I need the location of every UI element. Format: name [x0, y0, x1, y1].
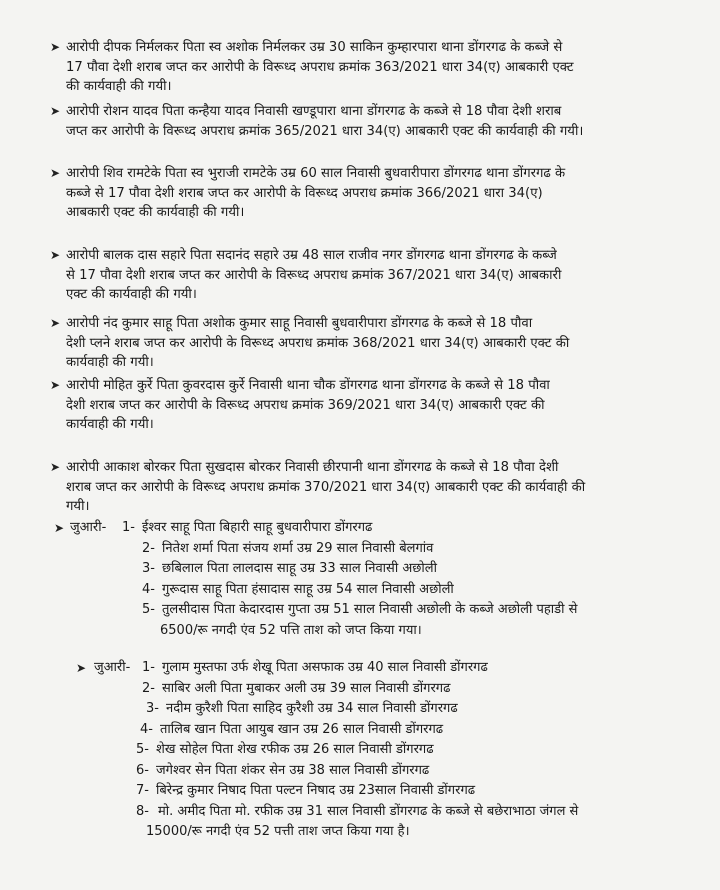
gambler-entry [70, 600, 690, 621]
entry-number: 2- [142, 680, 155, 696]
accused-item-4 [50, 246, 672, 305]
entry-number: 7- [136, 783, 149, 798]
item-line: देशी प्लने शराब जप्त कर आरोपी के विरूध्द अपराध क्रमांक 368/2021 धारा 34(ए) आबकारी एक्ट की [66, 335, 570, 351]
arrow-bullet-icon: ➤ [50, 166, 61, 180]
gambler-entry [70, 559, 690, 580]
item-line: 17 पौवा देशी शराब जप्त कर आरोपी के विरूध्द अपराध क्रमांक 363/2021 धारा 34(ए) आबकारी एक्ट [66, 59, 574, 75]
entry-number: 4- [142, 581, 155, 597]
arrow-bullet-icon: ➤ [50, 378, 61, 392]
gambler-entry [70, 518, 690, 539]
entry-text: नितेश शर्मा पिता संजय शर्मा उम्र 29 साल निवासी बेलगांव [162, 540, 434, 556]
arrow-bullet-icon: ➤ [50, 460, 61, 474]
item-line: आबकारी एक्ट की कार्यवाही की गयी। [66, 205, 245, 220]
arrow-bullet-icon: ➤ [76, 661, 87, 675]
entry-number: 8- [136, 803, 149, 819]
gambler-entry [94, 679, 714, 700]
entry-number: 2- [142, 540, 155, 556]
entry-text: नदीम कुरैशी पिता साहिद कुरैशी उम्र 34 साल निवासी डोंगरगढ [166, 701, 458, 716]
entry-number: 4- [140, 721, 153, 737]
accused-item-2 [50, 102, 672, 141]
item-line: आरोपी रोशन यादव पिता कन्हैया यादव निवासी खण्डूपारा थाना डोंगरगढ के कब्जे से 18 पौवा देशी शराब [66, 104, 562, 119]
entry-number: 1- [142, 660, 155, 675]
item-line: आरोपी आकाश बोरकर पिता सुखदास बोरकर निवासी छीरपानी थाना डोंगरगढ के कब्जे से 18 पौवा देशी [66, 460, 559, 475]
item-line: आरोपी शिव रामटेके पिता स्व भुराजी रामटेके उम्र 60 साल निवासी बुधवारीपारा डोंगरगढ थाना डोंगरगढ के [66, 166, 566, 181]
entry-text: मो. अमीद पिता मो. रफीक उम्र 31 साल निवासी डोंगरगढ के कब्जे से बछेराभाठा जंगल से [158, 803, 579, 819]
gambler-entry-continued [94, 822, 714, 843]
item-line: कार्यवाही की गयी। [66, 417, 154, 432]
item-line: देशी शराब जप्त कर आरोपी के विरूध्द अपराध क्रमांक 369/2021 धारा 34(ए) आबकारी एक्ट की [66, 397, 545, 413]
arrow-bullet-icon: ➤ [50, 40, 61, 54]
item-line: आरोपी बालक दास सहारे पिता सदानंद सहारे उम्र 48 साल राजीव नगर डोंगरगढ थाना डोंगरगढ के कब्जे [66, 248, 557, 263]
entry-text: बिरेन्द्र कुमार निषाद पिता पल्टन निषाद उम्र 23साल निवासी डोंगरगढ [156, 783, 476, 798]
entry-text: साबिर अली पिता मुबाकर अली उम्र 39 साल निवासी डोंगरगढ [162, 680, 451, 696]
entry-number: 5- [142, 602, 155, 617]
entry-text: जगेश्वर सेन पिता शंकर सेन उम्र 38 साल निवासी डोंगरगढ [156, 762, 430, 778]
accused-item-5 [50, 314, 672, 373]
entry-number: 5- [136, 742, 149, 757]
gamblers-group-2 [76, 658, 714, 843]
item-line: आरोपी मोहित कुर्रे पिता कुवरदास कुर्रे निवासी थाना चौक डोंगरगढ थाना डोंगरगढ के कब्जे से 18 पौवा [66, 378, 550, 393]
gambler-entry [94, 720, 714, 741]
gambler-entry [94, 740, 714, 761]
item-line: कार्यवाही की गयी। [66, 355, 154, 370]
accused-item-1 [50, 38, 672, 97]
entry-text: ईश्वर साहू पिता बिहारी साहू बुधवारीपारा डोंगरगढ [142, 520, 373, 535]
entry-text: छबिलाल पिता लालदास साहू उम्र 33 साल निवासी अछोली [162, 561, 437, 576]
item-line: आरोपी नंद कुमार साहू पिता अशोक कुमार साहू निवासी बुधवारीपारा डोंगरगढ के कब्जे से 18 पौवा [66, 316, 533, 331]
item-line: गयी। [66, 499, 90, 514]
item-line: जप्त कर आरोपी के विरूध्द अपराध क्रमांक 365/2021 धारा 34(ए) आबकारी एक्ट की कार्यवाही की गयी। [66, 123, 584, 139]
arrow-bullet-icon: ➤ [54, 521, 65, 535]
item-line: कब्जे से 17 पौवा देशी शराब जप्त कर आरोपी के विरूध्द अपराध क्रमांक 366/2021 धारा 34(ए) [66, 185, 543, 201]
accused-item-7 [50, 458, 672, 517]
item-line: आरोपी दीपक निर्मलकर पिता स्व अशोक निर्मलकर उम्र 30 साकिन कुम्हारपारा थाना डोंगरगढ के कब्जे से [66, 40, 563, 55]
entry-text: तुलसीदास पिता केदारदास गुप्ता उम्र 51 साल निवासी अछोली के कब्जे अछोली पहाडी से [162, 602, 578, 617]
gambler-entry [94, 658, 714, 679]
gambler-entry [70, 580, 690, 601]
gambler-entry [94, 781, 714, 802]
entry-number: 3- [146, 701, 159, 716]
juari-label: जुआरी- [94, 660, 131, 675]
entry-text: शेख सोहेल पिता शेख रफीक उम्र 26 साल निवासी डोंगरगढ [156, 742, 434, 757]
entry-text: गुलाम मुस्तफा उर्फ शेखू पिता असफाक उम्र 40 साल निवासी डोंगरगढ [162, 660, 488, 675]
gambler-entry [94, 761, 714, 782]
gambler-entry [94, 699, 714, 720]
entry-text: तालिब खान पिता आयुब खान उम्र 26 साल निवासी डोंगरगढ [160, 721, 444, 737]
entry-number: 6- [136, 762, 149, 778]
gambler-entry [70, 539, 690, 560]
gambler-entry-continued [70, 621, 690, 642]
arrow-bullet-icon: ➤ [50, 104, 61, 118]
arrow-bullet-icon: ➤ [50, 316, 61, 330]
gamblers-group-1 [54, 518, 690, 641]
item-line: की कार्यवाही की गयी। [66, 79, 172, 94]
entry-text: 15000/रू नगदी एंव 52 पत्ती ताश जप्त किया गया है। [146, 824, 410, 839]
accused-item-3 [50, 164, 672, 223]
juari-label: जुआरी- [70, 520, 107, 535]
item-line: एक्ट की कार्यवाही की गयी। [66, 287, 197, 302]
item-line: से 17 पौवा देशी शराब जप्त कर आरोपी के विरूध्द अपराध क्रमांक 367/2021 धारा 34(ए) आबकारी [66, 267, 562, 283]
accused-item-6 [50, 376, 672, 435]
gambler-entry [94, 802, 714, 823]
arrow-bullet-icon: ➤ [50, 248, 61, 262]
entry-number: 3- [142, 561, 155, 576]
entry-text: 6500/रू नगदी एंव 52 पत्ति ताश को जप्त किया गया। [160, 622, 422, 638]
item-line: शराब जप्त कर आरोपी के विरूध्द अपराध क्रमांक 370/2021 धारा 34(ए) आबकारी एक्ट की कार्यवाही की [66, 479, 586, 495]
entry-number: 1- [122, 520, 135, 535]
entry-text: गुरूदास साहू पिता हंसादास साहू उम्र 54 साल निवासी अछोली [162, 581, 454, 597]
